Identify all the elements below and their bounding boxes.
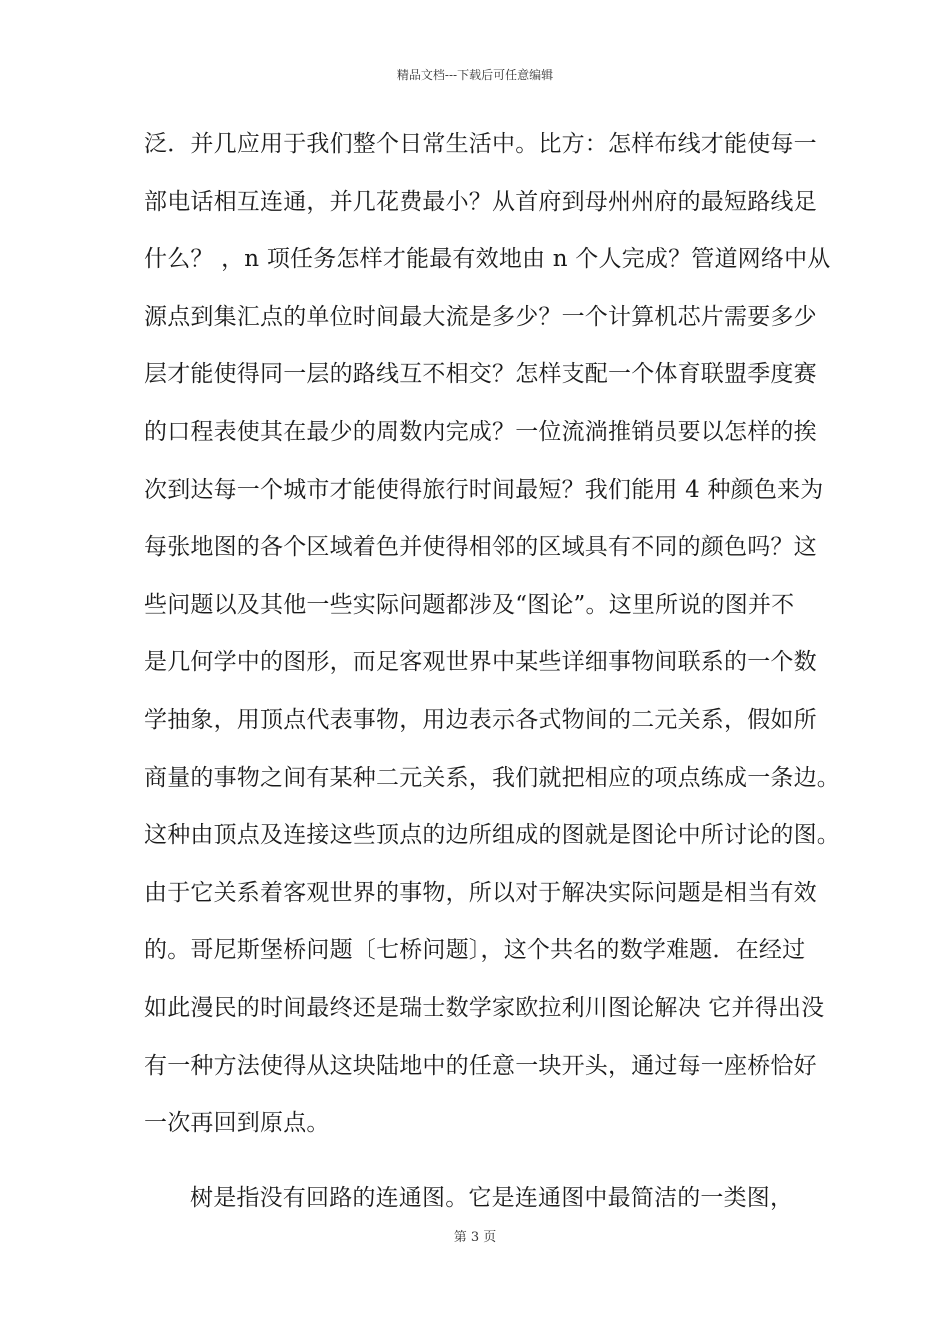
- document-body: [144, 124, 840, 1235]
- page-header: 精品文档---下载后可任意编辑: [396, 68, 554, 82]
- page-number: 第 3 页: [453, 1230, 497, 1245]
- text-line: 什么？ ，n 项任务怎样才能最有效地由 n 个人完成？管道网络中从: [144, 246, 831, 273]
- text-line: 一次再回到原点。: [144, 1110, 330, 1137]
- text-line: 由于它关系着客观世界的事物，所以对于解决实际问题是相当有效: [144, 879, 817, 906]
- text-line: 每张地图的各个区域着色并使得相邻的区域具有不同的颜色吗？这: [144, 534, 817, 561]
- text-line: 些问题以及其他一些实际问题都涉及“图论”。这里所说的图并不: [144, 591, 795, 618]
- text-line: 这种由顶点及连接这些顶点的边所组成的图就是图论中所讨论的图。: [144, 822, 840, 849]
- paragraph-gap: [144, 1161, 824, 1178]
- text-line: 的。哥尼斯堡桥问题〔七桥问题〕，这个共名的数学难题．在经过: [144, 937, 806, 964]
- text-line: 树是指没有回路的连通图。它是连通图中最简洁的一类图，: [190, 1184, 794, 1211]
- text-line: 部电话相互连通，并几花费最小？从首府到母州州府的最短路线足: [144, 188, 817, 215]
- text-line: 层才能使得同一层的路线互不相交？怎样支配一个体育联盟季度赛: [144, 361, 817, 388]
- text-line: 泛．并几应用于我们整个日常生活中。比方：怎样布线才能使每一: [144, 131, 817, 157]
- text-line: 的口程表使其在最少的周数内完成？一位流淌推销员要以怎样的挨: [144, 418, 817, 445]
- text-line: 源点到集汇点的单位时间最大流是多少？一个计算机芯片需要多少: [144, 303, 817, 330]
- paragraph: [144, 124, 840, 1161]
- text-line: 是几何学中的图形，而足客观世界中某些详细事物间联系的一个数: [144, 649, 817, 676]
- text-line: 商量的事物之间有某种二元关系，我们就把相应的项点练成一条边。: [144, 764, 840, 791]
- text-line: 有一种方法使得从这块陆地中的任意一块开头，通过每一座桥恰好: [144, 1052, 817, 1079]
- text-line: 如此漫民的时间最终还是瑞士数学家欧拉利川图论解决 它并得出没: [144, 994, 825, 1021]
- text-line: 学抽象，用顶点代表事物，用边表示各式物间的二元关系，假如所: [144, 706, 817, 733]
- text-line: 次到达每一个城市才能使得旅行时间最短？我们能用 4 种颜色来为: [144, 476, 824, 503]
